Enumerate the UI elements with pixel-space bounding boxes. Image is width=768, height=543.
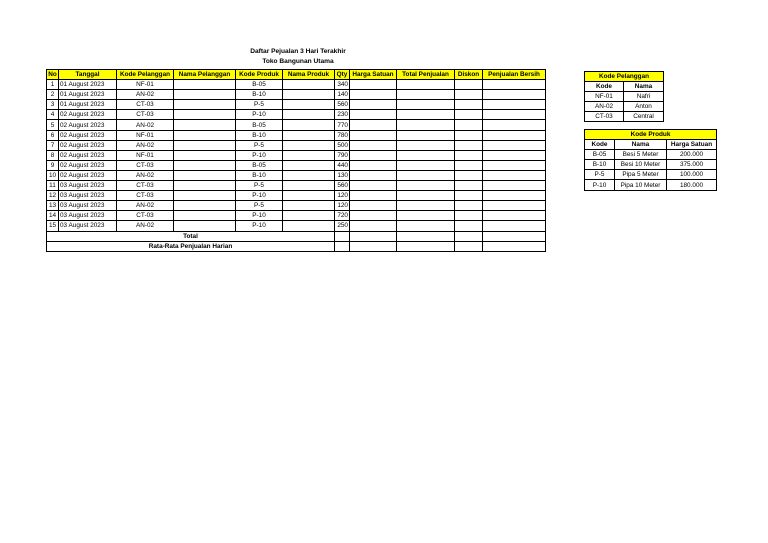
cell-nama-pelanggan[interactable]	[174, 201, 236, 211]
cell-total-penjualan[interactable]	[397, 211, 455, 221]
cell-harga-satuan[interactable]	[350, 130, 397, 140]
cell-diskon[interactable]	[455, 140, 483, 150]
cell-harga-satuan[interactable]	[350, 90, 397, 100]
cell-nama-pelanggan[interactable]	[174, 80, 236, 90]
cell-kode-produk[interactable]: P-10	[236, 110, 283, 120]
col-header-diskon[interactable]: Diskon	[455, 70, 483, 80]
cell-tanggal[interactable]: 03 August 2023	[59, 201, 117, 211]
cell-penjualan-bersih[interactable]	[483, 201, 546, 211]
product-header-harga[interactable]: Harga Satuan	[667, 140, 717, 150]
cell-nama-pelanggan[interactable]	[174, 221, 236, 231]
cell-diskon[interactable]	[455, 150, 483, 160]
cell-nama[interactable]: Central	[624, 112, 664, 122]
cell-nama-pelanggan[interactable]	[174, 181, 236, 191]
cell-total-penjualan[interactable]	[397, 90, 455, 100]
cell-kode[interactable]: NF-01	[585, 92, 624, 102]
cell-qty[interactable]: 230	[335, 110, 350, 120]
cell-qty[interactable]: 440	[335, 160, 350, 170]
cell-kode-pelanggan[interactable]: AN-02	[117, 201, 174, 211]
cell-penjualan-bersih[interactable]	[483, 150, 546, 160]
total-diskon-cell[interactable]	[455, 231, 483, 241]
cell-diskon[interactable]	[455, 211, 483, 221]
col-header-no[interactable]: No	[48, 71, 57, 79]
cell-diskon[interactable]	[455, 191, 483, 201]
cell-penjualan-bersih[interactable]	[483, 140, 546, 150]
col-header-total-penjualan[interactable]: Total Penjualan	[397, 70, 455, 80]
cell-no[interactable]: 13	[47, 201, 59, 211]
cell-qty[interactable]: 140	[335, 90, 350, 100]
cell-harga-satuan[interactable]	[350, 201, 397, 211]
table-row	[585, 102, 664, 112]
cell-total-penjualan[interactable]	[397, 140, 455, 150]
cell-no[interactable]: 9	[47, 160, 59, 170]
cell-penjualan-bersih[interactable]	[483, 170, 546, 180]
cell-qty[interactable]: 770	[335, 120, 350, 130]
cell-no[interactable]: 10	[47, 170, 59, 180]
cell-tanggal[interactable]: 02 August 2023	[59, 140, 117, 150]
cell-nama-produk[interactable]	[283, 100, 335, 110]
cell-diskon[interactable]	[455, 160, 483, 170]
cell-qty[interactable]: 250	[335, 221, 350, 231]
cell-nama[interactable]: Nafri	[624, 92, 664, 102]
cell-nama-produk[interactable]	[283, 140, 335, 150]
cell-tanggal[interactable]: 01 August 2023	[59, 80, 117, 90]
cell-tanggal[interactable]: 01 August 2023	[59, 90, 117, 100]
table-row	[47, 90, 546, 100]
cell-total-penjualan[interactable]	[397, 130, 455, 140]
cell-nama[interactable]: Besi 10 Meter	[615, 160, 667, 170]
cell-no[interactable]: 1	[47, 80, 59, 90]
cell-kode[interactable]: B-10	[585, 160, 615, 170]
cell-kode[interactable]: P-5	[585, 170, 615, 180]
cell-penjualan-bersih[interactable]	[483, 181, 546, 191]
cell-diskon[interactable]	[455, 130, 483, 140]
cell-harga-satuan[interactable]	[350, 150, 397, 160]
sales-table	[46, 69, 546, 252]
cell-kode-produk[interactable]: B-05	[236, 160, 283, 170]
cell-harga-satuan[interactable]	[350, 120, 397, 130]
cell-kode-produk[interactable]: P-5	[236, 181, 283, 191]
cell-kode-produk[interactable]: B-10	[236, 130, 283, 140]
customer-table-title[interactable]: Kode Pelanggan	[585, 72, 664, 82]
cell-penjualan-bersih[interactable]	[483, 221, 546, 231]
cell-no[interactable]: 12	[47, 191, 59, 201]
cell-tanggal[interactable]: 02 August 2023	[59, 130, 117, 140]
cell-diskon[interactable]	[455, 80, 483, 90]
average-penjualan-cell[interactable]	[397, 241, 455, 251]
cell-kode-pelanggan[interactable]: AN-02	[117, 120, 174, 130]
table-row	[47, 130, 546, 140]
cell-no[interactable]: 6	[47, 130, 59, 140]
cell-nama-produk[interactable]	[283, 150, 335, 160]
cell-qty[interactable]: 130	[335, 170, 350, 180]
cell-harga-satuan[interactable]	[350, 160, 397, 170]
cell-diskon[interactable]	[455, 221, 483, 231]
col-header-kode-pelanggan[interactable]: Kode Pelanggan	[117, 70, 174, 80]
product-header-kode[interactable]: Kode	[585, 140, 615, 150]
cell-tanggal[interactable]: 03 August 2023	[59, 191, 117, 201]
cell-kode-pelanggan[interactable]: AN-02	[117, 170, 174, 180]
cell-kode-produk[interactable]: B-05	[236, 120, 283, 130]
sheet-title: Daftar Pejualan 3 Hari Terakhir	[250, 48, 346, 55]
cell-nama-pelanggan[interactable]	[174, 130, 236, 140]
total-bersih-cell[interactable]	[483, 231, 546, 241]
cell-kode-pelanggan[interactable]: NF-01	[117, 130, 174, 140]
cell-tanggal[interactable]: 02 August 2023	[59, 120, 117, 130]
cell-total-penjualan[interactable]	[397, 201, 455, 211]
cell-harga-satuan[interactable]	[350, 191, 397, 201]
cell-penjualan-bersih[interactable]	[483, 110, 546, 120]
cell-penjualan-bersih[interactable]	[483, 120, 546, 130]
cell-penjualan-bersih[interactable]	[483, 80, 546, 90]
cell-qty[interactable]: 120	[335, 201, 350, 211]
cell-no[interactable]: 4	[47, 110, 59, 120]
table-row	[585, 170, 717, 180]
cell-diskon[interactable]	[455, 100, 483, 110]
cell-kode-pelanggan[interactable]: CT-03	[117, 211, 174, 221]
cell-no[interactable]: 2	[47, 90, 59, 100]
cell-no[interactable]: 5	[47, 120, 59, 130]
cell-kode-produk[interactable]: B-10	[236, 90, 283, 100]
average-label[interactable]: Rata-Rata Penjualan Harian	[47, 241, 335, 251]
cell-penjualan-bersih[interactable]	[483, 100, 546, 110]
sales-header-row	[47, 70, 546, 80]
col-header-nama-produk[interactable]: Nama Produk	[283, 70, 335, 80]
cell-kode-pelanggan[interactable]: CT-03	[117, 100, 174, 110]
cell-qty[interactable]: 560	[335, 181, 350, 191]
average-row	[47, 241, 546, 251]
cell-harga-satuan[interactable]	[350, 211, 397, 221]
cell-kode[interactable]: CT-03	[585, 112, 624, 122]
cell-harga-satuan[interactable]	[350, 170, 397, 180]
table-row	[47, 191, 546, 201]
cell-harga-satuan[interactable]: 375.000	[667, 160, 717, 170]
cell-kode-produk[interactable]: P-10	[236, 150, 283, 160]
cell-kode-pelanggan[interactable]: AN-02	[117, 90, 174, 100]
cell-total-penjualan[interactable]	[397, 160, 455, 170]
cell-total-penjualan[interactable]	[397, 170, 455, 180]
product-table-title[interactable]: Kode Produk	[585, 130, 717, 140]
table-row	[47, 110, 546, 120]
cell-diskon[interactable]	[455, 90, 483, 100]
cell-nama[interactable]: Pipa 5 Meter	[615, 170, 667, 180]
cell-harga-satuan[interactable]	[350, 181, 397, 191]
cell-nama-pelanggan[interactable]	[174, 110, 236, 120]
table-row	[47, 120, 546, 130]
cell-no[interactable]: 15	[47, 221, 59, 231]
table-row	[47, 140, 546, 150]
table-row	[47, 221, 546, 231]
cell-total-penjualan[interactable]	[397, 191, 455, 201]
cell-kode[interactable]: B-05	[585, 150, 615, 160]
cell-qty[interactable]: 790	[335, 150, 350, 160]
customer-header-nama[interactable]: Nama	[624, 82, 664, 92]
total-harga-cell[interactable]	[350, 231, 397, 241]
cell-penjualan-bersih[interactable]	[483, 191, 546, 201]
cell-nama-produk[interactable]	[283, 221, 335, 231]
cell-nama-produk[interactable]	[283, 191, 335, 201]
cell-harga-satuan[interactable]	[350, 110, 397, 120]
average-harga-cell[interactable]	[350, 241, 397, 251]
cell-total-penjualan[interactable]	[397, 110, 455, 120]
customer-header-kode[interactable]: Kode	[585, 82, 624, 92]
cell-kode-produk[interactable]: B-10	[236, 170, 283, 180]
cell-kode-produk[interactable]: P-5	[236, 140, 283, 150]
table-row	[585, 150, 717, 160]
cell-nama-produk[interactable]	[283, 130, 335, 140]
cell-no[interactable]: 7	[47, 140, 59, 150]
cell-total-penjualan[interactable]	[397, 150, 455, 160]
cell-nama-produk[interactable]	[283, 181, 335, 191]
table-row	[585, 92, 664, 102]
cell-harga-satuan[interactable]	[350, 221, 397, 231]
cell-penjualan-bersih[interactable]	[483, 90, 546, 100]
cell-nama-pelanggan[interactable]	[174, 191, 236, 201]
cell-harga-satuan[interactable]	[350, 80, 397, 90]
cell-kode[interactable]: AN-02	[585, 102, 624, 112]
average-bersih-cell[interactable]	[483, 241, 546, 251]
average-qty-cell[interactable]	[335, 241, 350, 251]
cell-diskon[interactable]	[455, 201, 483, 211]
cell-nama-produk[interactable]	[283, 201, 335, 211]
cell-kode-produk[interactable]: P-5	[236, 100, 283, 110]
total-qty-cell[interactable]	[335, 231, 350, 241]
cell-diskon[interactable]	[455, 110, 483, 120]
col-header-qty[interactable]: Qty	[335, 70, 350, 80]
cell-tanggal[interactable]: 02 August 2023	[59, 150, 117, 160]
cell-kode-pelanggan[interactable]: CT-03	[117, 191, 174, 201]
cell-diskon[interactable]	[455, 170, 483, 180]
cell-harga-satuan[interactable]: 100.000	[667, 170, 717, 180]
cell-no[interactable]: 14	[47, 211, 59, 221]
product-code-table	[584, 129, 717, 191]
cell-nama-produk[interactable]	[283, 90, 335, 100]
cell-qty[interactable]: 340	[335, 80, 350, 90]
table-row	[47, 100, 546, 110]
cell-nama-produk[interactable]	[283, 211, 335, 221]
table-row	[47, 160, 546, 170]
cell-kode[interactable]: P-10	[585, 180, 615, 190]
cell-tanggal[interactable]: 02 August 2023	[59, 110, 117, 120]
total-label[interactable]: Total	[47, 231, 335, 241]
table-row	[47, 80, 546, 90]
table-row	[585, 160, 717, 170]
sales-table-body	[47, 80, 546, 231]
cell-qty[interactable]: 500	[335, 140, 350, 150]
cell-nama-pelanggan[interactable]	[174, 170, 236, 180]
cell-nama-pelanggan[interactable]	[174, 150, 236, 160]
cell-kode-pelanggan[interactable]: CT-03	[117, 110, 174, 120]
cell-kode-produk[interactable]: P-10	[236, 221, 283, 231]
cell-diskon[interactable]	[455, 120, 483, 130]
cell-kode-pelanggan[interactable]: AN-02	[117, 221, 174, 231]
cell-kode-pelanggan[interactable]: AN-02	[117, 140, 174, 150]
table-row	[47, 150, 546, 160]
cell-no[interactable]: 11	[47, 181, 59, 191]
col-header-kode-produk[interactable]: Kode Produk	[236, 70, 283, 80]
cell-nama-pelanggan[interactable]	[174, 120, 236, 130]
cell-tanggal[interactable]: 03 August 2023	[59, 211, 117, 221]
cell-harga-satuan[interactable]: 200.000	[667, 150, 717, 160]
cell-harga-satuan[interactable]	[350, 100, 397, 110]
cell-total-penjualan[interactable]	[397, 181, 455, 191]
cell-total-penjualan[interactable]	[397, 100, 455, 110]
cell-harga-satuan[interactable]: 180.000	[667, 180, 717, 190]
cell-qty[interactable]: 720	[335, 211, 350, 221]
cell-tanggal[interactable]: 02 August 2023	[59, 170, 117, 180]
cell-total-penjualan[interactable]	[397, 80, 455, 90]
cell-nama-pelanggan[interactable]	[174, 140, 236, 150]
cell-kode-produk[interactable]: P-10	[236, 191, 283, 201]
cell-nama-pelanggan[interactable]	[174, 100, 236, 110]
cell-nama-pelanggan[interactable]	[174, 211, 236, 221]
cell-no[interactable]: 3	[47, 100, 59, 110]
total-row	[47, 231, 546, 241]
cell-nama-produk[interactable]	[283, 110, 335, 120]
cell-diskon[interactable]	[455, 181, 483, 191]
customer-code-table	[584, 71, 664, 122]
table-row	[585, 112, 664, 122]
cell-nama-produk[interactable]	[283, 160, 335, 170]
cell-penjualan-bersih[interactable]	[483, 130, 546, 140]
cell-kode-produk[interactable]: P-5	[236, 201, 283, 211]
cell-tanggal[interactable]: 01 August 2023	[59, 100, 117, 110]
col-header-penjualan-bersih[interactable]: Penjualan Bersih	[483, 70, 546, 80]
cell-kode-pelanggan[interactable]: CT-03	[117, 160, 174, 170]
table-row	[47, 211, 546, 221]
cell-qty[interactable]: 120	[335, 191, 350, 201]
cell-penjualan-bersih[interactable]	[483, 160, 546, 170]
cell-nama-pelanggan[interactable]	[174, 160, 236, 170]
table-row	[585, 180, 717, 190]
cell-nama[interactable]: Anton	[624, 102, 664, 112]
cell-nama-produk[interactable]	[283, 120, 335, 130]
cell-kode-pelanggan[interactable]: NF-01	[117, 80, 174, 90]
cell-no[interactable]: 8	[47, 150, 59, 160]
table-row	[47, 181, 546, 191]
col-header-nama-pelanggan[interactable]: Nama Pelanggan	[174, 70, 236, 80]
cell-nama[interactable]: Pipa 10 Meter	[615, 180, 667, 190]
col-header-harga-satuan[interactable]: Harga Satuan	[350, 70, 397, 80]
cell-tanggal[interactable]: 02 August 2023	[59, 160, 117, 170]
cell-kode-pelanggan[interactable]: NF-01	[117, 150, 174, 160]
cell-nama-pelanggan[interactable]	[174, 90, 236, 100]
col-header-tanggal[interactable]: Tanggal	[59, 70, 117, 80]
table-row	[47, 201, 546, 211]
cell-tanggal[interactable]: 03 August 2023	[59, 181, 117, 191]
cell-total-penjualan[interactable]	[397, 120, 455, 130]
cell-total-penjualan[interactable]	[397, 221, 455, 231]
total-penjualan-cell[interactable]	[397, 231, 455, 241]
sheet-subtitle: Toko Bangunan Utama	[262, 58, 334, 65]
cell-harga-satuan[interactable]	[350, 140, 397, 150]
cell-qty[interactable]: 780	[335, 130, 350, 140]
cell-nama-produk[interactable]	[283, 170, 335, 180]
cell-qty[interactable]: 560	[335, 100, 350, 110]
table-row	[47, 170, 546, 180]
average-diskon-cell[interactable]	[455, 241, 483, 251]
product-header-nama[interactable]: Nama	[615, 140, 667, 150]
cell-nama[interactable]: Besi 5 Meter	[615, 150, 667, 160]
cell-kode-produk[interactable]: B-05	[236, 80, 283, 90]
cell-tanggal[interactable]: 03 August 2023	[59, 221, 117, 231]
cell-kode-pelanggan[interactable]: CT-03	[117, 181, 174, 191]
cell-nama-produk[interactable]	[283, 80, 335, 90]
cell-kode-produk[interactable]: P-10	[236, 211, 283, 221]
cell-penjualan-bersih[interactable]	[483, 211, 546, 221]
